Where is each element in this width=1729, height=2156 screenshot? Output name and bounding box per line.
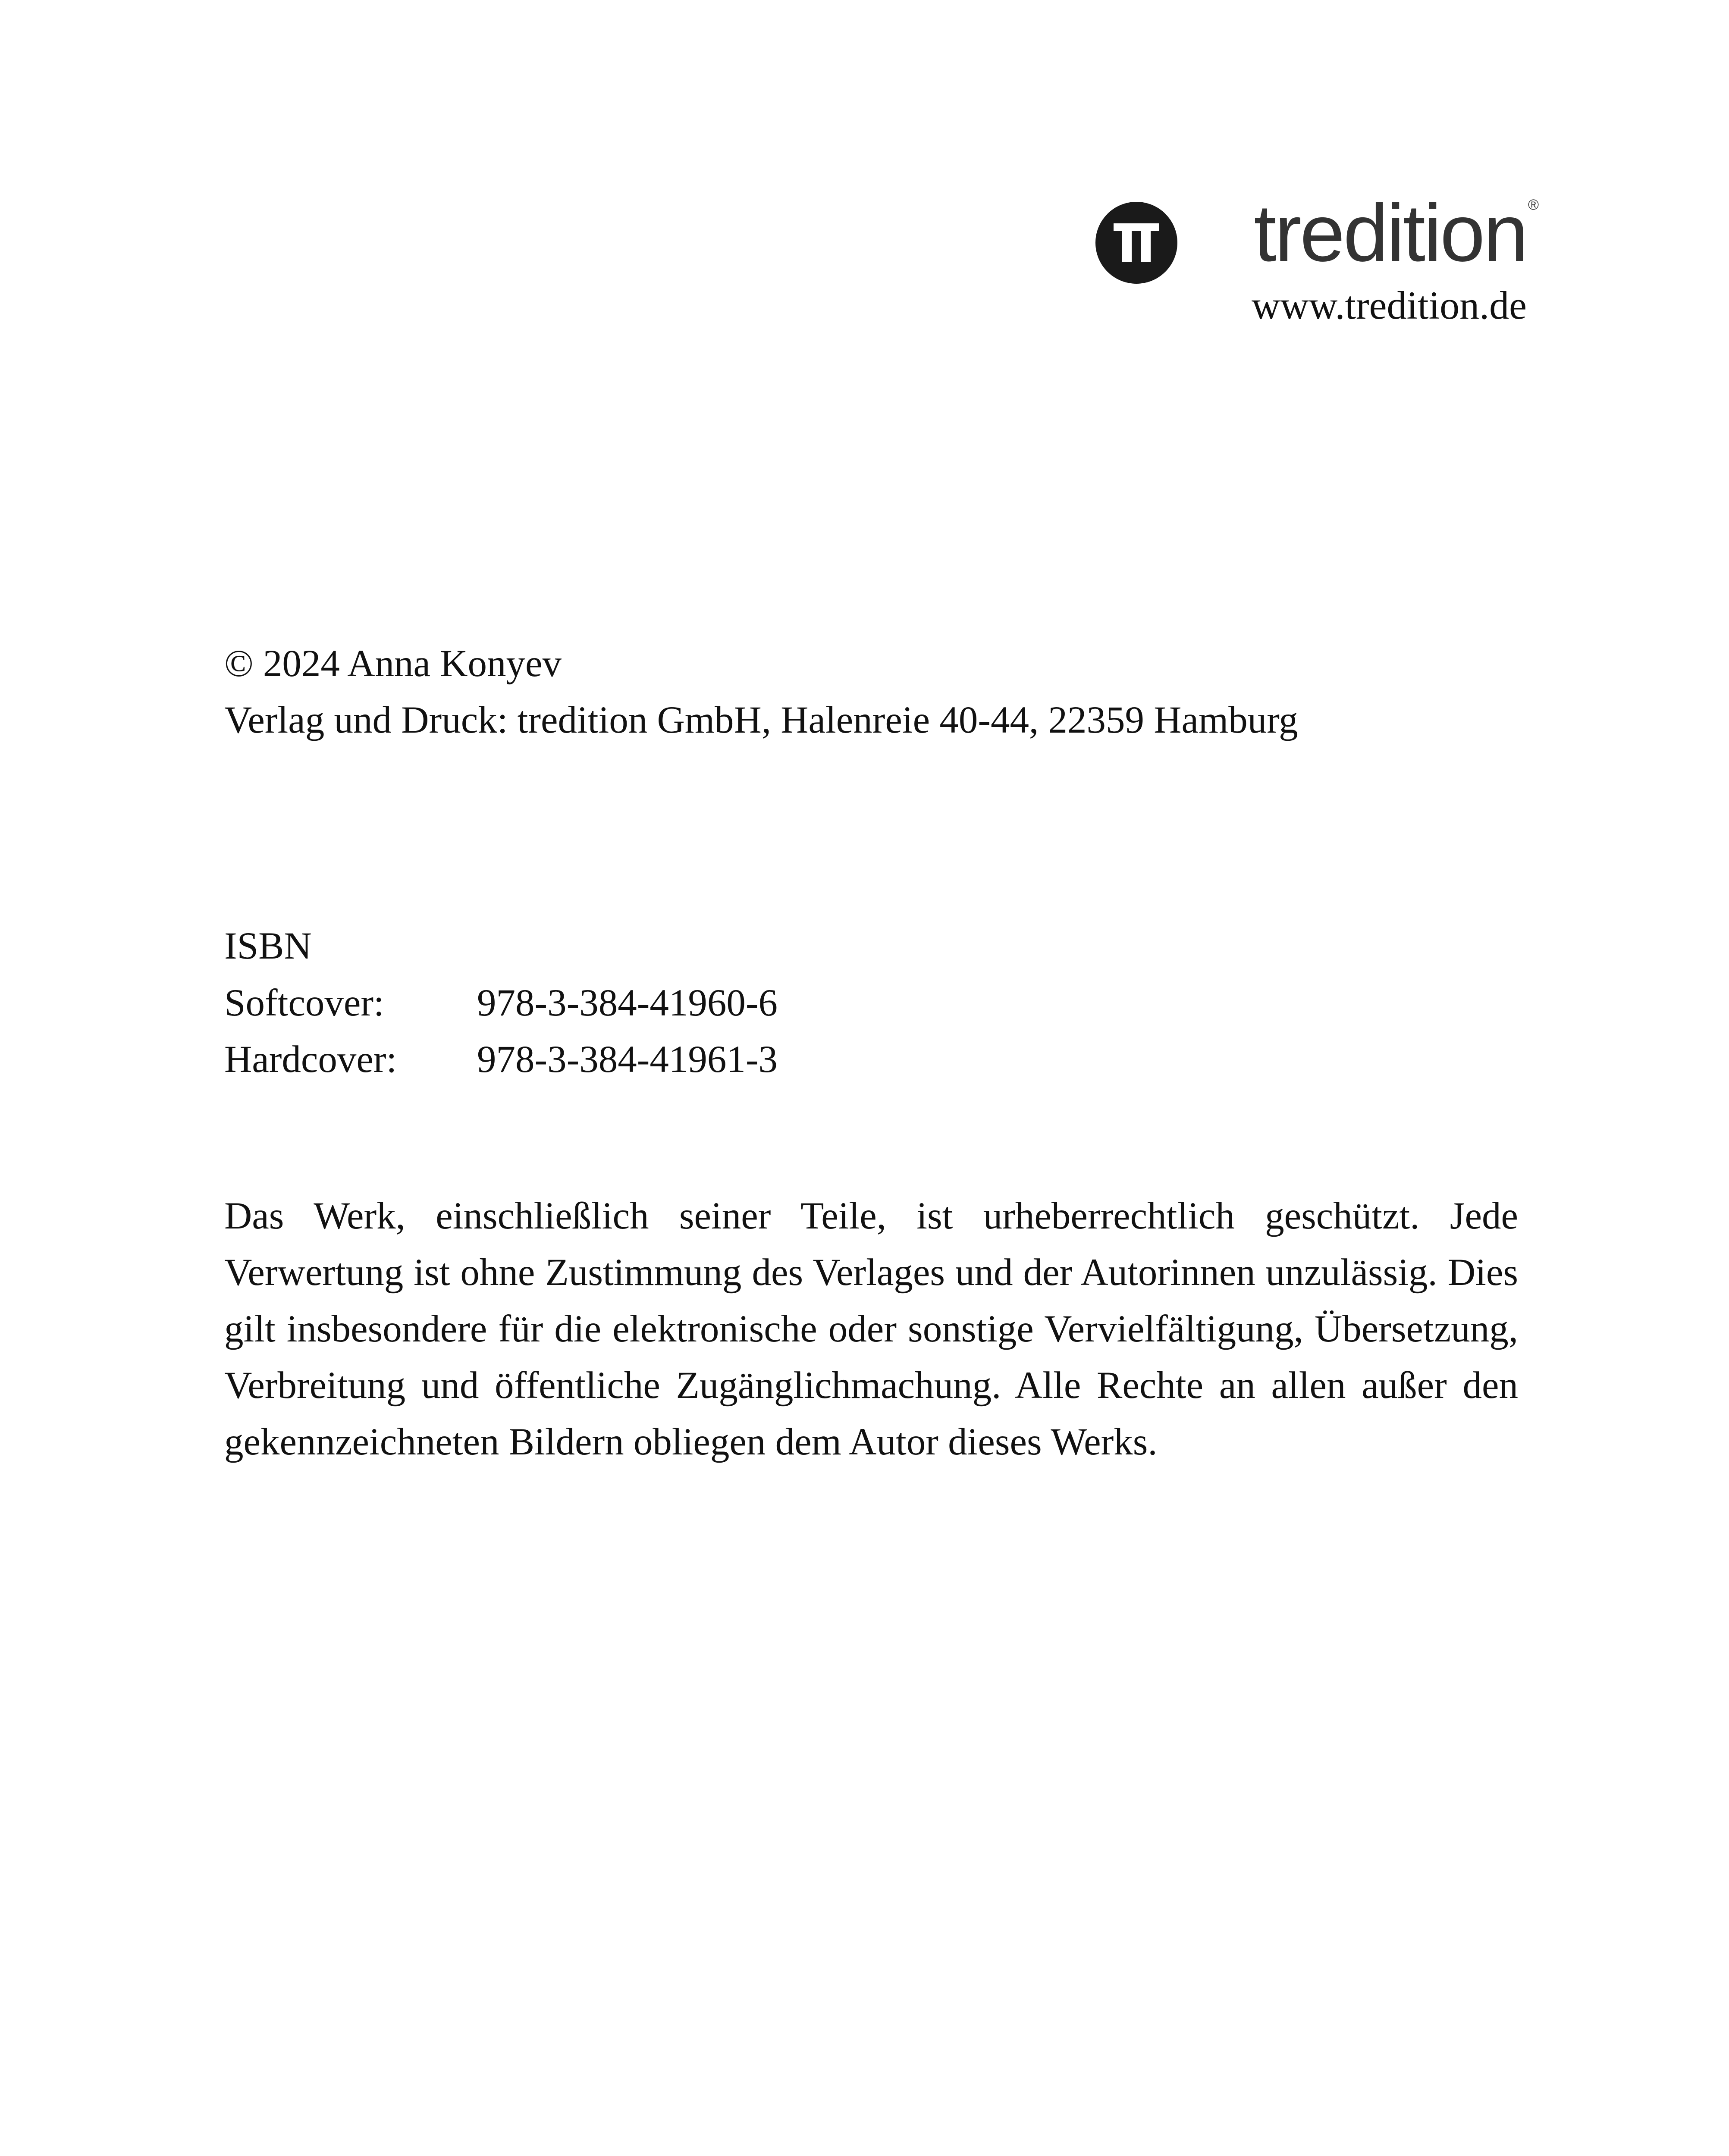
- isbn-heading: ISBN: [224, 925, 312, 967]
- publisher-logo: [1095, 185, 1539, 341]
- isbn-value: 978-3-384-41961-3: [477, 1038, 778, 1081]
- isbn-value: 978-3-384-41960-6: [477, 982, 778, 1024]
- copyright-line: © 2024 Anna Konyev: [224, 642, 562, 685]
- logo-wordmark: tredition: [1254, 188, 1527, 278]
- publisher-url: www.tredition.de: [1252, 283, 1527, 327]
- tredition-logo-icon: [1095, 185, 1539, 298]
- legal-notice: Das Werk, einschließlich seiner Teile, ist urheberrechtlich geschützt. Jede Verwertung ist ohne Zustimmung des Verlages und der Autorinnen unzulässig. Dies gilt insbesondere für die elektronische oder sonstige Vervielfältigung, Übersetzung, Verbreitung und öffentliche Zugänglichmachung. Alle Rechte an allen außer den gekennzeichneten Bildern obliegen dem Autor dieses Werks.: [224, 1195, 1518, 1463]
- publisher-address-line: Verlag und Druck: tredition GmbH, Halenreie 40-44, 22359 Hamburg: [224, 699, 1298, 741]
- isbn-label: Softcover:: [224, 982, 384, 1024]
- isbn-label: Hardcover:: [224, 1038, 397, 1081]
- registered-mark: ®: [1528, 197, 1539, 213]
